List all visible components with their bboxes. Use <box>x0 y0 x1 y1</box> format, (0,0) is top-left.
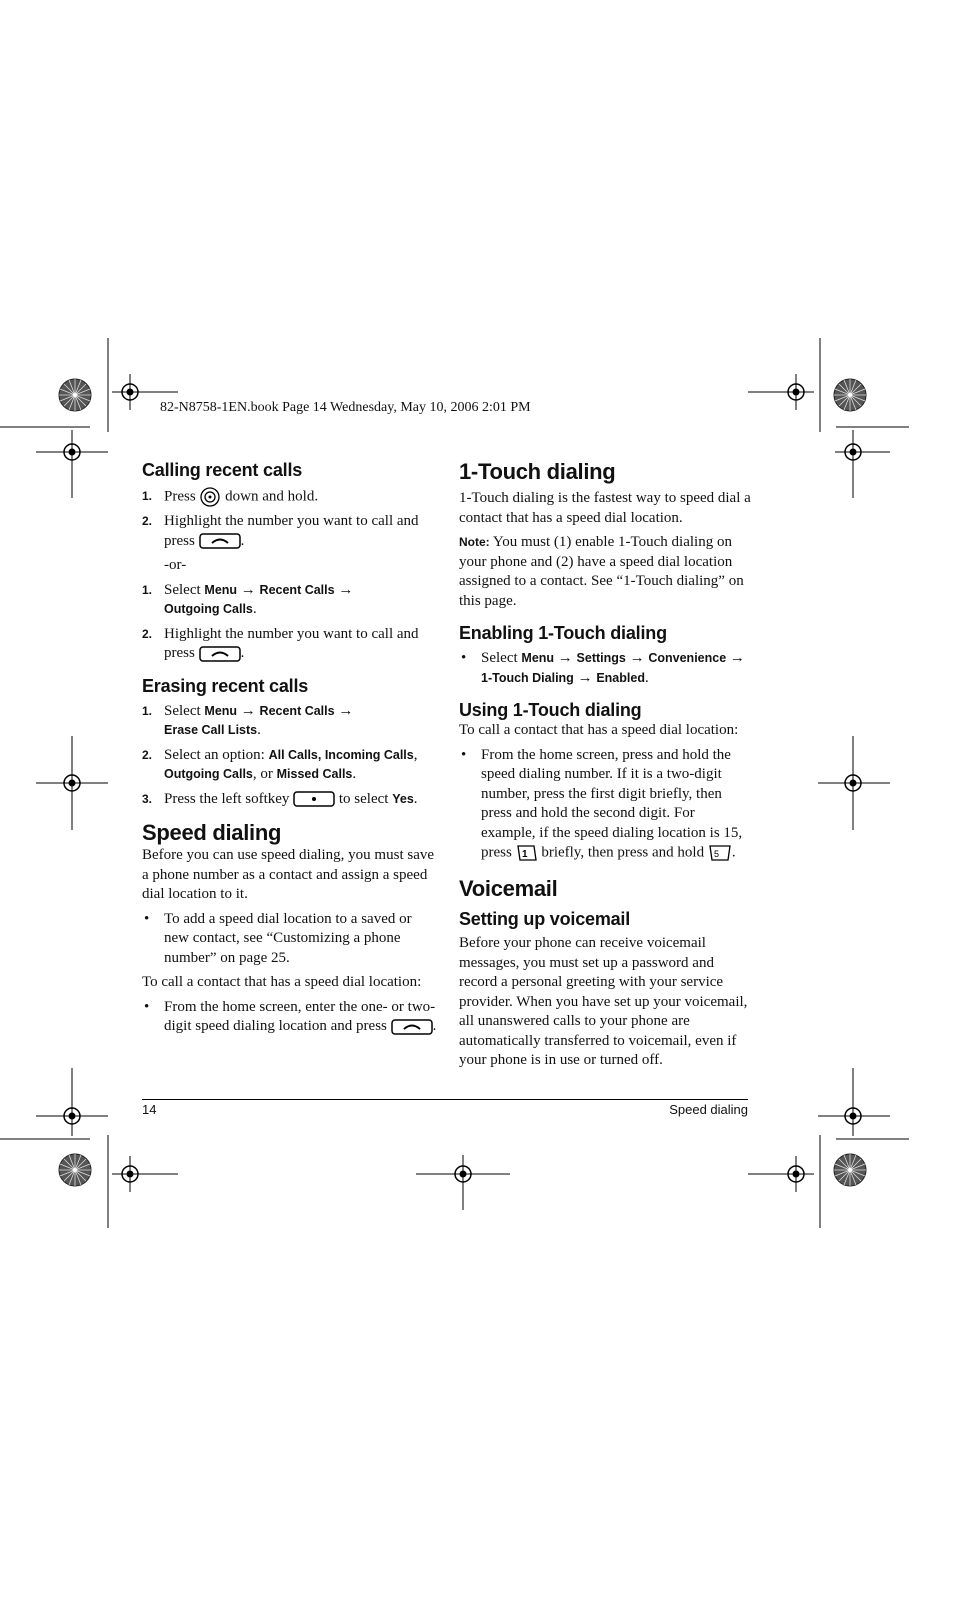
step-item: 2. Select an option: All Calls, Incoming Calls, Outgoing Calls, or Missed Calls. <box>142 746 418 782</box>
section-heading-voicemail: Voicemail <box>459 876 558 901</box>
section-heading-calling: Calling recent calls <box>142 460 303 480</box>
menu-label: Erase Call Lists <box>164 723 258 737</box>
step-number: 1. <box>142 582 153 597</box>
svg-text:1: 1 <box>521 849 528 860</box>
section-heading-speed-dialing: Speed dialing <box>142 820 282 845</box>
menu-label: Recent Calls <box>259 582 335 597</box>
page-number: 14 <box>142 1102 157 1117</box>
step-text: or <box>260 766 273 782</box>
step-text: Select <box>164 702 201 719</box>
section-heading-setup-voicemail: Setting up voicemail <box>459 909 631 929</box>
footer-section-title: Speed dialing <box>669 1102 748 1117</box>
registration-mark-icon <box>834 379 866 411</box>
section-heading-enabling: Enabling 1-Touch dialing <box>459 623 667 643</box>
paragraph: Before your phone can receive voicemail messages, you must set up a password and record a personal greeting with your service provider. When you have set up your voicemail, all unanswered calls to your phone are automatically transferred to voicemail, even if your phone is in use or turned off. <box>459 935 748 1068</box>
bullet-text: Select <box>481 650 518 666</box>
paragraph: Before you can use speed dialing, you must save a phone number as a contact and assign a speed dial location to it. <box>142 847 435 902</box>
softkey-icon <box>293 791 335 807</box>
bullet-text: To add a speed dial location to a saved or new contact, see “Customizing a phone number” on page 25. <box>164 910 412 966</box>
note-text: You must (1) enable 1-Touch dialing on your phone and (2) have a speed dial location assigned to a contact. See “1-Touch dialing” on this page. <box>459 534 744 609</box>
paragraph: To call a contact that has a speed dial location: <box>459 722 739 738</box>
step-item: 2. Highlight the number you want to call and press . <box>142 625 419 661</box>
paragraph: 1-Touch dialing is the fastest way to speed dial a contact that has a speed dial location. <box>459 490 751 526</box>
bullet-text: From the home screen, enter the one- or two-digit speed dialing location and press <box>164 998 436 1034</box>
menu-label: Recent Calls <box>259 703 335 718</box>
step-item: 2. Highlight the number you want to call and press . <box>142 513 419 549</box>
right-column <box>459 459 751 1076</box>
bullet-text: briefly, then press and hold <box>541 844 705 861</box>
left-column <box>142 459 440 1042</box>
key-5-icon <box>708 844 732 862</box>
step-number: 2. <box>142 514 153 528</box>
note-paragraph <box>459 533 751 611</box>
section-heading-erasing: Erasing recent calls <box>142 675 309 696</box>
step-item <box>142 487 440 507</box>
step-item: 3. Press the left softkey to select Yes. <box>142 790 440 810</box>
step-text: Highlight the number you want to call and press <box>164 513 419 549</box>
menu-label: Convenience <box>648 651 727 665</box>
step-text: down and hold. <box>225 488 319 505</box>
step-text: Press <box>164 488 196 505</box>
bullet-dot: • <box>461 650 467 666</box>
section-heading-1-touch: 1-Touch dialing <box>459 459 616 484</box>
registration-mark-icon <box>834 1154 866 1186</box>
menu-label: All Calls, Incoming Calls <box>268 747 414 762</box>
nav-key-icon <box>199 487 221 507</box>
step-text: Press the left softkey <box>164 790 290 807</box>
step-number: 2. <box>142 626 153 641</box>
step-text: to select <box>338 790 389 807</box>
bullet-item: • Select Menu → Settings → Convenience → 1-Touch Dialing → Enabled. <box>461 650 745 686</box>
or-separator: -or- <box>164 557 187 573</box>
step-text: Select an option: <box>164 746 265 763</box>
menu-label: Menu <box>204 582 238 597</box>
menu-label: Enabled <box>596 670 645 685</box>
menu-label: Menu <box>204 703 238 718</box>
section-heading-using: Using 1-Touch dialing <box>459 700 642 720</box>
key-1-icon <box>516 843 538 863</box>
menu-label: 1-Touch Dialing <box>481 670 574 685</box>
menu-label: Outgoing Calls <box>164 767 253 781</box>
step-item: 1. Select Menu → Recent Calls → Erase Call Lists. <box>142 702 354 738</box>
send-key-icon <box>391 1019 433 1035</box>
bullet-item <box>142 910 440 969</box>
bullet-item: • From the home screen, press and hold the speed dialing number. If it is a two-digit number, press the first digit briefly, then press and hold the second digit. For example, if the speed dialing location is 15, press 1 briefly, then press and hold 5 . <box>459 746 751 864</box>
send-key-icon <box>199 646 241 662</box>
menu-label: Yes <box>392 791 414 806</box>
paragraph: To call a contact that has a speed dial location: <box>142 974 422 990</box>
bullet-dot: • <box>461 746 467 763</box>
book-header-line: 82-N8758-1EN.book Page 14 Wednesday, May 10, 2006 2:01 PM <box>160 400 531 415</box>
bullet-dot: • <box>144 998 150 1015</box>
step-text: Select <box>164 581 201 598</box>
bullet-item: • From the home screen, enter the one- or two-digit speed dialing location and press . <box>144 998 437 1034</box>
step-number: 1. <box>142 489 153 503</box>
note-label: Note: <box>459 535 490 549</box>
step-number: 2. <box>142 747 153 762</box>
menu-label: Outgoing Calls <box>164 602 253 616</box>
menu-label: Missed Calls <box>276 767 353 781</box>
bullet-text: From the home screen, press and hold the speed dialing number. If it is a two-digit number, press the first digit briefly, then press and hold the second digit. For example, if the speed dialing location is 15, press <box>481 746 743 861</box>
svg-text:5: 5 <box>713 849 719 859</box>
menu-label: Settings <box>576 651 626 665</box>
step-number: 3. <box>142 791 153 806</box>
step-text: Highlight the number you want to call and press <box>164 625 419 661</box>
footer-rule <box>142 1099 748 1100</box>
step-item: 1. Select Menu → Recent Calls → Outgoing Calls. <box>142 581 354 617</box>
step-number: 1. <box>142 703 153 718</box>
registration-mark-icon <box>59 379 91 411</box>
registration-mark-icon <box>59 1154 91 1186</box>
menu-label: Menu <box>521 651 555 665</box>
bullet-dot: • <box>144 910 150 927</box>
send-key-icon <box>199 533 241 549</box>
